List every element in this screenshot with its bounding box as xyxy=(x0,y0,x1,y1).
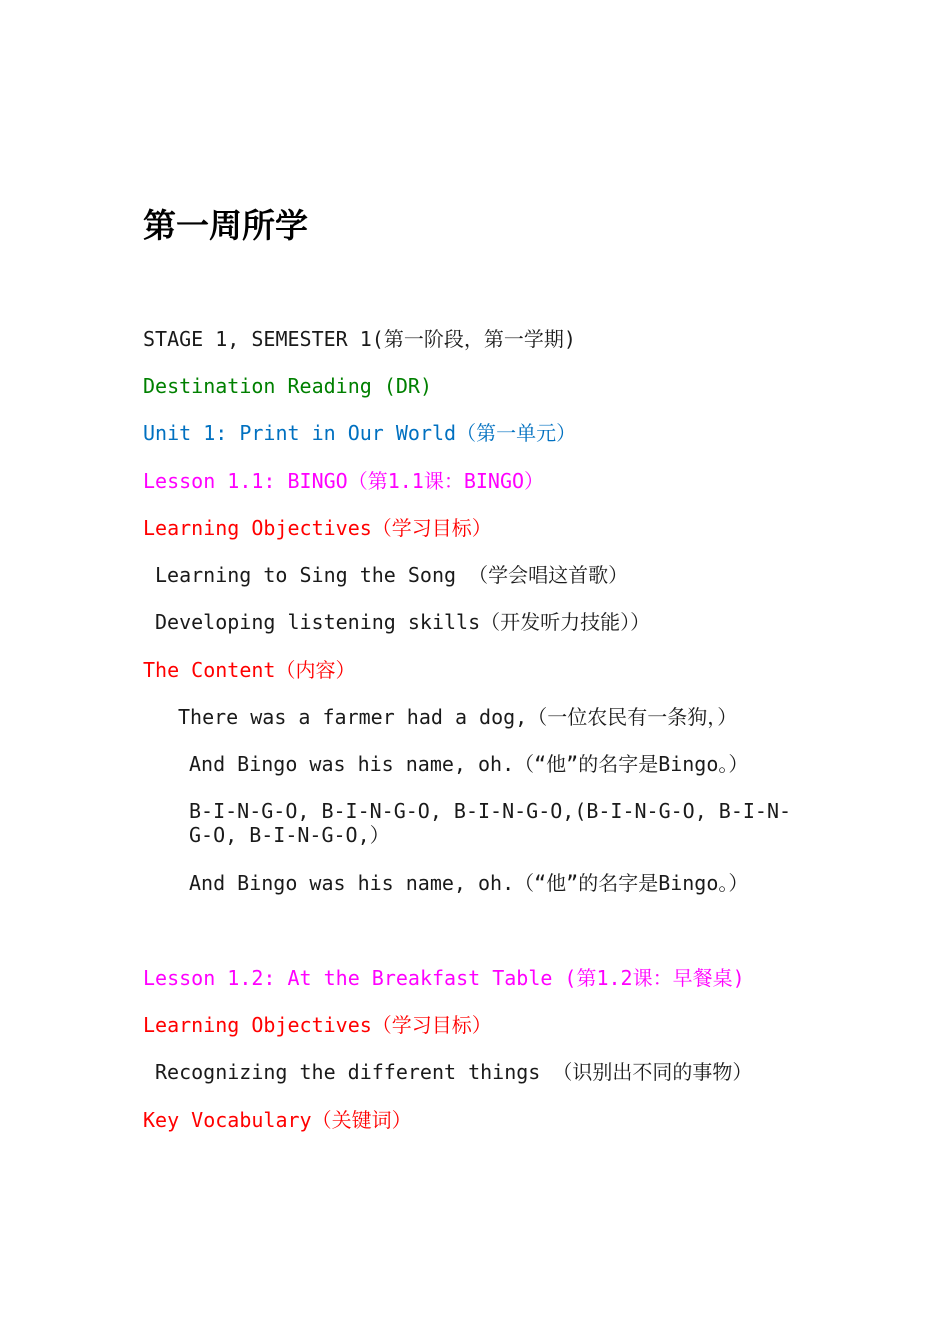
lesson-2-objective: Recognizing the different things （识别出不同的事物） xyxy=(155,1060,753,1084)
song-lyric-line: B-I-N-G-O, B-I-N-G-O, B-I-N-G-O,(B-I-N-G-O, B-I-N-G-O, B-I-N-G-O,） xyxy=(189,799,792,847)
key-vocabulary-heading: Key Vocabulary（关键词） xyxy=(143,1108,412,1132)
lesson-1-objective: Learning to Sing the Song （学会唱这首歌） xyxy=(155,563,629,587)
lesson-1-objective: Developing listening skills（开发听力技能）） xyxy=(155,610,651,634)
unit-heading: Unit 1: Print in Our World（第一单元） xyxy=(143,421,577,445)
lesson-2-heading: Lesson 1.2: At the Breakfast Table (第1.2课：早餐桌) xyxy=(143,966,745,990)
lesson-1-content-heading: The Content（内容） xyxy=(143,658,356,682)
lesson-1-objectives-heading: Learning Objectives（学习目标） xyxy=(143,516,492,540)
course-heading: Destination Reading (DR) xyxy=(143,374,432,398)
song-lyric-line: There was a farmer had a dog,（一位农民有一条狗，） xyxy=(178,705,738,729)
lesson-2-objectives-heading: Learning Objectives（学习目标） xyxy=(143,1013,492,1037)
stage-line: STAGE 1, SEMESTER 1(第一阶段，第一学期) xyxy=(143,327,576,351)
song-lyric-line: And Bingo was his name, oh.（“他”的名字是Bingo。） xyxy=(189,752,749,776)
lesson-1-heading: Lesson 1.1: BINGO（第1.1课：BINGO） xyxy=(143,469,545,493)
song-lyric-line: And Bingo was his name, oh.（“他”的名字是Bingo。） xyxy=(189,871,749,895)
page-title: 第一周所学 xyxy=(143,206,308,245)
